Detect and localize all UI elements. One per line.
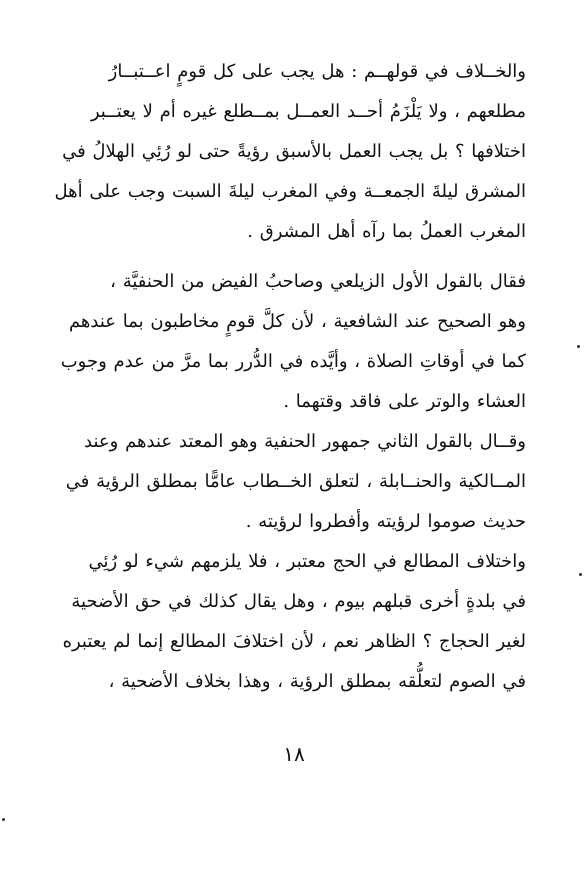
scan-speck (579, 573, 582, 576)
text-line: وهو الصحيح عند الشافعية ، لأن كلَّ قومٍ مخاطبون بما عندهم (68, 311, 526, 332)
text-line: والخــلاف في قولهــم : هل يجب على كل قومٍ اعــتبــارُ (108, 61, 526, 82)
paragraph-4 (50, 542, 526, 702)
scan-speck (2, 818, 5, 821)
text-line: اختلافها ؟ بل يجب العمل بالأسبق رؤيةً حتى لو رُئِي الهلالُ في (62, 141, 526, 162)
text-line: العشاء والوتر على فاقد وقتهما . (283, 391, 526, 412)
paragraph-2 (50, 262, 526, 422)
text-line: المغرب العملُ بما رآه أهل المشرق . (247, 221, 526, 242)
text-line: وقــال بالقول الثاني جمهور الحنفية وهو المعتد عندهم وعند (84, 431, 526, 452)
paragraph-1 (50, 52, 526, 252)
text-line: المــالكية والحنــابلة ، لتعلق الخــطاب عامًّا بمطلق الرؤية في (65, 471, 526, 492)
scan-speck (577, 345, 580, 348)
text-line: حديث صوموا لرؤيته وأفطروا لرؤيته . (245, 511, 526, 532)
text-line: كما في أوقاتِ الصلاة ، وأيَّده في الدُّرر بما مرَّ من عدم وجوب (60, 351, 526, 372)
page-number: ١٨ (283, 742, 305, 766)
text-line: فقال بالقول الأول الزيلعي وصاحبُ الفيض من الحنفيَّة ، (110, 271, 526, 292)
text-line: مطلعهم ، ولا يَلْزَمُ أحــد العمــل بمــطلع غيره أم لا يعتــبر (90, 101, 526, 122)
text-line: واختلاف المطالع في الحج معتبر ، فلا يلزمهم شيء لو رُئِي (88, 551, 526, 572)
text-line: لغير الحجاج ؟ الظاهر نعم ، لأن اختلافَ المطالع إنما لم يعتبره (62, 631, 526, 652)
text-line: في الصوم لتعلُّقه بمطلق الرؤية ، وهذا بخلاف الأضحية ، (108, 671, 526, 692)
text-line: المشرق ليلةَ الجمعــة وفي المغرب ليلةَ السبت وجب على أهل (54, 181, 526, 202)
text-line: في بلدةٍ أخرى قبلهم بيوم ، وهل يقال كذلك في حق الأضحية (71, 591, 526, 612)
paragraph-3 (50, 422, 526, 542)
